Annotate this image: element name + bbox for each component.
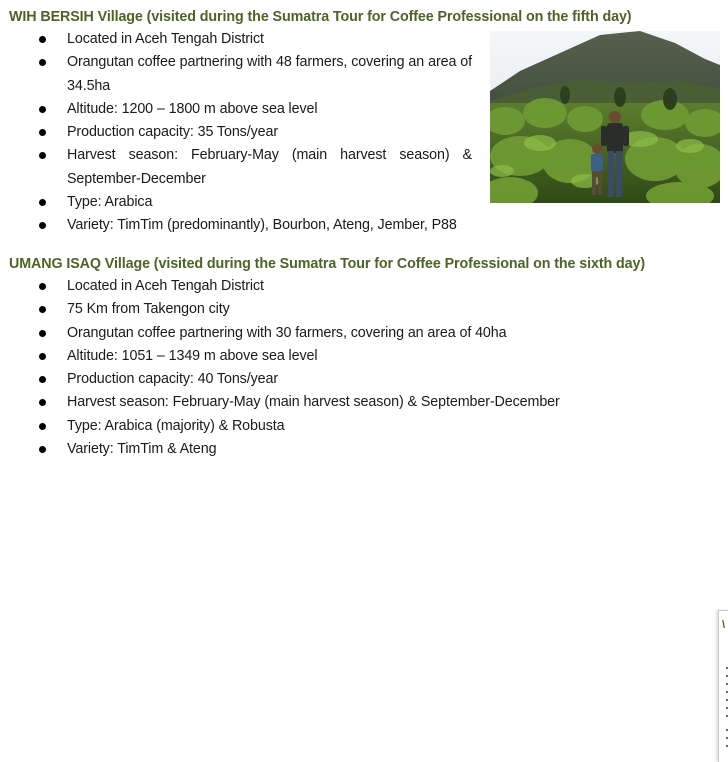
list-item: Altitude: 1200 – 1800 m above sea level [9,98,631,121]
list-item: Altitude: 1051 – 1349 m above sea level [9,345,645,368]
page-corner-mark-icon: \ [722,619,726,631]
list-item: Orangutan coffee partnering with 30 farmers, covering an area of 40ha [9,322,645,345]
bullet-icon [39,106,46,113]
umang-isaq-heading: UMANG ISAQ Village (visited during the Sumatra Tour for Coffee Professional on the sixth day) [9,256,646,272]
umang-isaq-section [9,254,645,461]
list-item: Orangutan coffee partnering with 48 farmers, covering an area of 34.5ha [9,51,631,98]
umang-isaq-list [9,275,645,461]
bullet-icon [39,376,46,383]
list-item: Type: Arabica (majority) & Robusta [9,415,645,438]
list-item: Located in Aceh Tengah District [9,28,631,51]
list-item: Harvest season: February-May (main harvest season) & September-December [9,391,645,414]
bullet-icon [39,283,46,290]
bullet-icon [39,129,46,136]
bullet-icon [39,353,46,360]
bullet-icon [39,306,46,313]
coffee-plantation-photo [490,31,720,203]
list-item: Variety: TimTim (predominantly), Bourbon, Ateng, Jember, P88 [9,214,631,237]
list-item: Production capacity: 40 Tons/year [9,368,645,391]
bullet-icon [39,222,46,229]
bullet-icon [39,199,46,206]
list-item: Type: Arabica [9,191,631,214]
bullet-icon [39,446,46,453]
list-item: Variety: TimTim & Ateng [9,438,645,461]
bullet-icon [39,36,46,43]
list-item: Harvest season: February-May (main harvest season) & September-December [9,144,631,191]
bullet-icon [39,330,46,337]
wih-bersih-heading: WIH BERSIH Village (visited during the Sumatra Tour for Coffee Professional on the fifth day) [9,9,632,25]
list-item: Located in Aceh Tengah District [9,275,645,298]
bullet-icon [39,399,46,406]
list-item: Production capacity: 35 Tons/year [9,121,631,144]
bullet-icon [39,59,46,66]
adjacent-page-edge [718,610,728,762]
bullet-icon [39,423,46,430]
bullet-icon [39,152,46,159]
list-item: 75 Km from Takengon city [9,298,645,321]
